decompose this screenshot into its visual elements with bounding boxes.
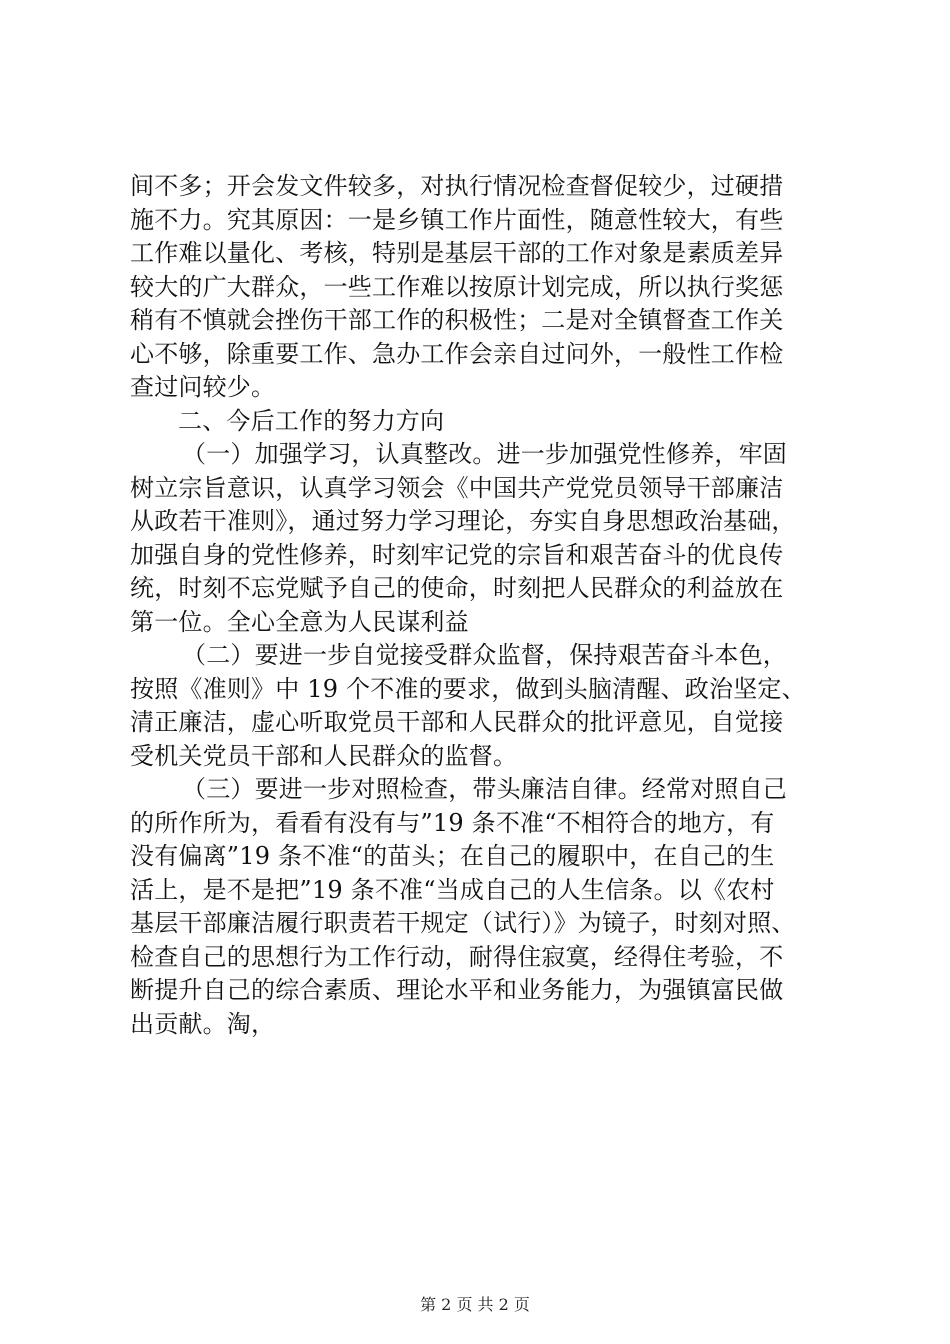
text-line: 心不够，除重要工作、急办工作会亲自过问外，一般性工作检 bbox=[130, 339, 784, 368]
text-line: 按照《准则》中 19 个不准的要求，做到头脑清醒、政治坚定、 bbox=[130, 674, 806, 703]
text-line: 加强自身的党性修养，时刻牢记党的宗旨和艰苦奋斗的优良传 bbox=[130, 540, 784, 569]
page-number-footer: 第 2 页 共 2 页 bbox=[420, 1295, 530, 1314]
text-line: 基层干部廉洁履行职责若干规定（试行）》为镜子，时刻对照、 bbox=[130, 909, 796, 937]
paragraph-first-line: （二）要进一步自觉接受群众监督，保持艰苦奋斗本色， bbox=[182, 641, 787, 669]
text-line: 清正廉洁，虚心听取党员干部和人民群众的批评意见，自觉接 bbox=[130, 708, 784, 736]
text-line: 较大的广大群众，一些工作难以按原计划完成，所以执行奖惩 bbox=[130, 272, 784, 301]
text-line: 出贡献。淘， bbox=[130, 1009, 276, 1038]
text-line: 从政若干准则》，通过努力学习理论，夯实自身思想政治基础， bbox=[130, 507, 796, 535]
text-line: 断提升自己的综合素质、理论水平和业务能力，为强镇富民做 bbox=[130, 976, 784, 1004]
text-line: 检查自己的思想行为工作行动，耐得住寂寞，经得住考验，不 bbox=[130, 942, 784, 971]
section-heading: 二、今后工作的努力方向 bbox=[178, 406, 445, 435]
text-line: 施不力。究其原因：一是乡镇工作片面性，随意性较大，有些 bbox=[130, 205, 784, 234]
text-line: 工作难以量化、考核，特别是基层干部的工作对象是素质差异 bbox=[130, 239, 784, 267]
text-line: 查过问较少。 bbox=[130, 373, 276, 401]
text-line: 没有偏离”19 条不准“的苗头；在自己的履职中，在自己的生 bbox=[130, 842, 775, 870]
text-line: 受机关党员干部和人民群众的监督。 bbox=[130, 741, 518, 770]
text-line: 统，时刻不忘党赋予自己的使命，时刻把人民群众的利益放在 bbox=[130, 574, 784, 602]
paragraph-first-line: （三）要进一步对照检查，带头廉洁自律。经常对照自己 bbox=[182, 775, 787, 803]
text-line: 第一位。全心全意为人民谋利益 bbox=[130, 607, 469, 636]
text-line: 稍有不慎就会挫伤干部工作的积极性；二是对全镇督查工作关 bbox=[130, 306, 784, 334]
document-body bbox=[130, 170, 830, 1041]
text-line: 间不多；开会发文件较多，对执行情况检查督促较少，过硬措 bbox=[130, 172, 784, 200]
text-line: 的所作所为，看看有没有与”19 条不准“不相符合的地方，有 bbox=[130, 808, 775, 837]
paragraph-first-line: （一）加强学习，认真整改。进一步加强党性修养，牢固 bbox=[182, 440, 787, 468]
text-line: 活上，是不是把”19 条不准“当成自己的人生信条。以《农村 bbox=[130, 875, 775, 904]
text-line: 树立宗旨意识，认真学习领会《中国共产党党员领导干部廉洁 bbox=[130, 473, 784, 502]
